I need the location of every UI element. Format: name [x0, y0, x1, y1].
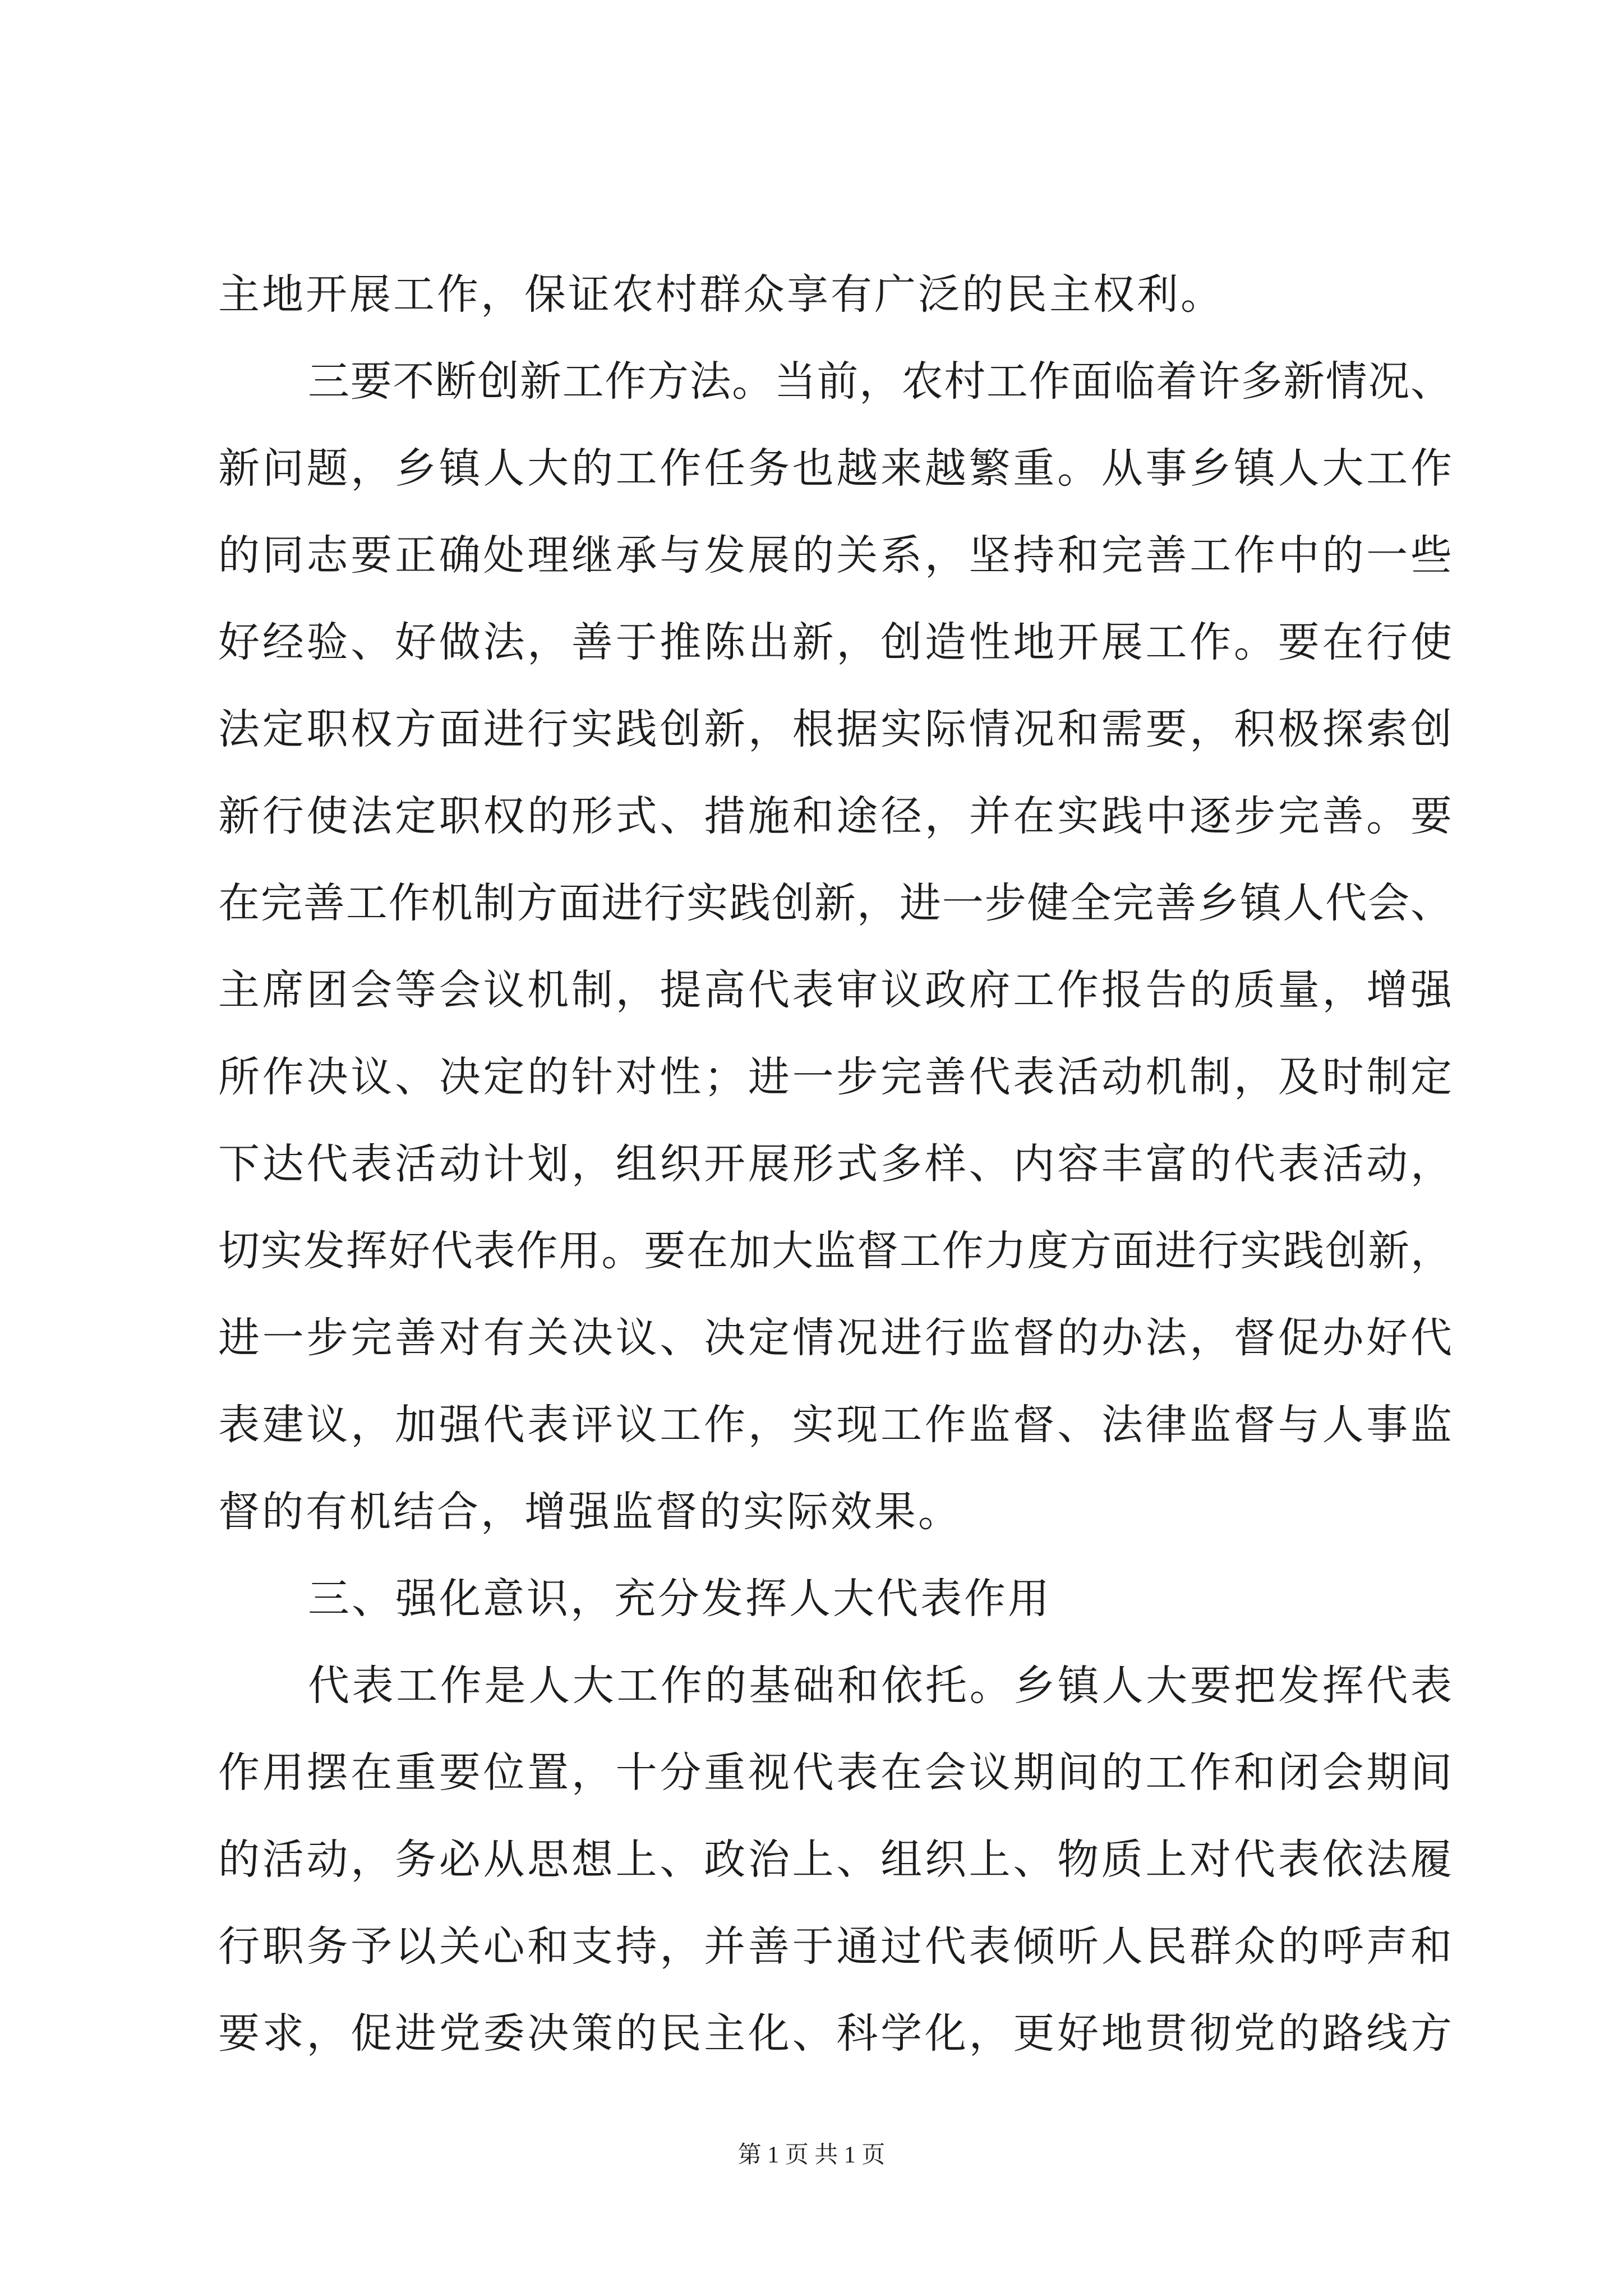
document-body — [218, 251, 1452, 2077]
section-heading: 三、强化意识，充分发挥人大代表作用 — [308, 1575, 1052, 1623]
text-line: 进一步完善对有关决议、决定情况进行监督的办法，督促办好代 — [218, 1314, 1452, 1362]
text-line: 新行使法定职权的形式、措施和途径，并在实践中逐步完善。要 — [218, 792, 1452, 840]
text-line: 主席团会等会议机制，提高代表审议政府工作报告的质量，增强 — [218, 966, 1452, 1014]
text-line: 主地开展工作，保证农村群众享有广泛的民主权利。 — [218, 270, 1224, 319]
text-line: 代表工作是人大工作的基础和依托。乡镇人大要把发挥代表 — [308, 1662, 1452, 1710]
text-line: 要求，促进党委决策的民主化、科学化，更好地贯彻党的路线方 — [218, 2009, 1452, 2058]
text-line: 三要不断创新工作方法。当前，农村工作面临着许多新情况、 — [308, 357, 1452, 406]
text-line: 新问题，乡镇人大的工作任务也越来越繁重。从事乡镇人大工作 — [218, 444, 1452, 493]
text-line: 法定职权方面进行实践创新，根据实际情况和需要，积极探索创 — [218, 705, 1452, 753]
text-line: 下达代表活动计划，组织开展形式多样、内容丰富的代表活动， — [218, 1140, 1452, 1188]
page-footer — [0, 2138, 1623, 2172]
paragraph-innovation — [218, 338, 1452, 1556]
text-line: 在完善工作机制方面进行实践创新，进一步健全完善乡镇人代会、 — [218, 879, 1452, 927]
text-line: 切实发挥好代表作用。要在加大监督工作力度方面进行实践创新， — [218, 1227, 1452, 1275]
text-line: 表建议，加强代表评议工作，实现工作监督、法律监督与人事监 — [218, 1401, 1452, 1449]
text-line: 所作决议、决定的针对性；进一步完善代表活动机制，及时制定 — [218, 1053, 1452, 1101]
text-line: 作用摆在重要位置，十分重视代表在会议期间的工作和闭会期间 — [218, 1749, 1452, 1797]
text-line: 行职务予以关心和支持，并善于通过代表倾听人民群众的呼声和 — [218, 1922, 1452, 1971]
text-line: 好经验、好做法，善于推陈出新，创造性地开展工作。要在行使 — [218, 618, 1452, 666]
text-line: 督的有机结合，增强监督的实际效果。 — [218, 1488, 962, 1536]
paragraph-deputies — [218, 1642, 1452, 2077]
page-number-label: 第 1 页 共 1 页 — [737, 2142, 886, 2168]
text-line: 的活动，务必从思想上、政治上、组织上、物质上对代表依法履 — [218, 1835, 1452, 1884]
paragraph-continued — [218, 251, 1452, 338]
text-line: 的同志要正确处理继承与发展的关系，坚持和完善工作中的一些 — [218, 531, 1452, 579]
